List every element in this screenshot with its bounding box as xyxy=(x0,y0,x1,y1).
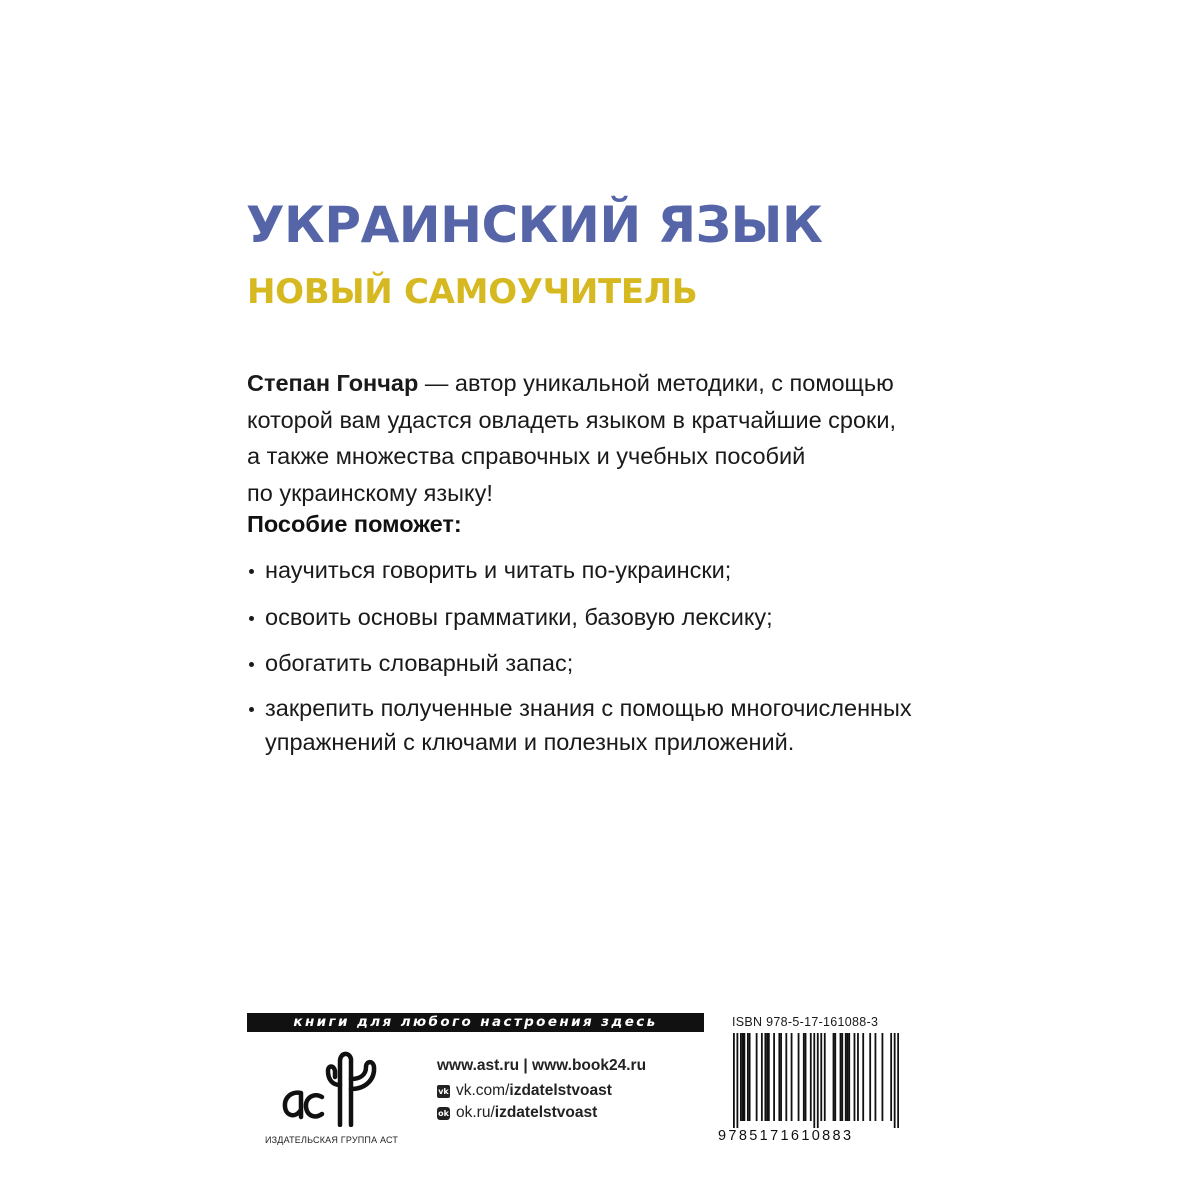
intro-line-4: по украинскому языку! xyxy=(247,479,493,506)
barcode-bar xyxy=(780,1033,782,1121)
bullet-item xyxy=(249,553,731,587)
author-name: Степан Гончар xyxy=(247,370,419,396)
bullet-text: научиться говорить и читать по-украински; xyxy=(265,557,732,583)
bullet-item xyxy=(249,600,773,634)
barcode-bar xyxy=(854,1033,856,1121)
barcode-bar xyxy=(743,1033,745,1121)
ast-logo-mark xyxy=(285,1054,374,1125)
barcode-bar xyxy=(817,1033,819,1128)
barcode-digits: 9785171610883 xyxy=(718,1128,854,1144)
barcode-bar xyxy=(773,1033,775,1121)
barcode-bar xyxy=(824,1033,826,1121)
vk-link-prefix: vk.com/ xyxy=(456,1082,510,1099)
ok-link-handle: izdatelstvoast xyxy=(494,1104,598,1121)
barcode-bar xyxy=(768,1033,770,1121)
book-title: УКРАИНСКИЙ ЯЗЫК xyxy=(246,196,823,254)
barcode-bar xyxy=(894,1033,896,1128)
isbn-number: ISBN 978-5-17-161088-3 xyxy=(732,1015,879,1029)
barcode-bar xyxy=(890,1033,892,1121)
barcode-bar xyxy=(847,1033,849,1121)
intro-line-1-rest: — автор уникальной методики, с помощью xyxy=(418,370,894,396)
barcode xyxy=(733,1033,899,1128)
barcode-bar xyxy=(845,1033,847,1121)
intro-line-2: которой вам удастся овладеть языком в кратчайшие сроки, xyxy=(247,406,896,433)
odnoklassniki-icon: ok xyxy=(438,1108,449,1118)
book-subtitle: НОВЫЙ САМОУЧИТЕЛЬ xyxy=(247,272,698,312)
publisher-websites[interactable]: www.ast.ru | www.book24.ru xyxy=(437,1057,647,1074)
bullet-text: обогатить словарный запас; xyxy=(265,650,574,676)
barcode-bar xyxy=(761,1033,763,1121)
barcode-bar xyxy=(749,1033,751,1121)
barcode-bar xyxy=(747,1033,749,1121)
barcode-bar xyxy=(882,1033,884,1121)
barcode-bar xyxy=(869,1033,871,1121)
ast-logo xyxy=(280,1045,390,1127)
intro-line-3: а также множества справочных и учебных пособий xyxy=(247,443,806,469)
vk-link-handle: izdatelstvoast xyxy=(509,1082,612,1099)
barcode-bar xyxy=(875,1033,877,1121)
barcode-bar xyxy=(834,1033,836,1121)
vk-link[interactable] xyxy=(437,1082,612,1100)
barcode-bar xyxy=(756,1033,758,1121)
barcode-bar xyxy=(766,1033,768,1121)
ok-link[interactable] xyxy=(437,1104,597,1122)
barcode-bar xyxy=(736,1033,738,1128)
barcode-bar xyxy=(764,1033,766,1121)
barcode-bar xyxy=(733,1033,735,1128)
ok-link-prefix: ok.ru/ xyxy=(456,1104,495,1121)
barcode-bar xyxy=(740,1033,742,1121)
barcode-bar xyxy=(805,1033,807,1121)
barcode-bar xyxy=(813,1033,815,1128)
barcode-bar xyxy=(897,1033,899,1128)
bullet-item xyxy=(249,691,912,759)
barcode-bar xyxy=(742,1033,744,1121)
barcode-bar xyxy=(785,1033,787,1121)
barcode-bar xyxy=(833,1033,835,1121)
barcode-bar xyxy=(778,1033,780,1121)
barcode-bar xyxy=(857,1033,859,1121)
intro-paragraph xyxy=(247,365,947,511)
publisher-name: ИЗДАТЕЛЬСКАЯ ГРУППА АСТ xyxy=(265,1135,399,1145)
vk-icon: vk xyxy=(438,1086,449,1096)
bullet-text: освоить основы грамматики, базовую лексику; xyxy=(265,604,773,630)
barcode-bar xyxy=(810,1033,812,1121)
bullet-text-continued: упражнений с ключами и полезных приложений. xyxy=(265,729,795,755)
intro-line-1 xyxy=(247,365,947,402)
barcode-bar xyxy=(820,1033,822,1121)
barcode-bar xyxy=(791,1033,793,1121)
barcode-bar xyxy=(840,1033,842,1121)
benefits-heading: Пособие поможет: xyxy=(247,511,462,537)
barcode-bar xyxy=(841,1033,843,1121)
barcode-bar xyxy=(798,1033,800,1121)
bullet-text: закрепить полученные знания с помощью многочисленных xyxy=(265,695,912,721)
tagline-banner: книги для любого настроения здесь xyxy=(247,1013,704,1032)
bullet-item xyxy=(249,646,573,680)
barcode-bar xyxy=(848,1033,850,1121)
barcode-bar xyxy=(803,1033,805,1121)
barcode-bar xyxy=(862,1033,864,1121)
